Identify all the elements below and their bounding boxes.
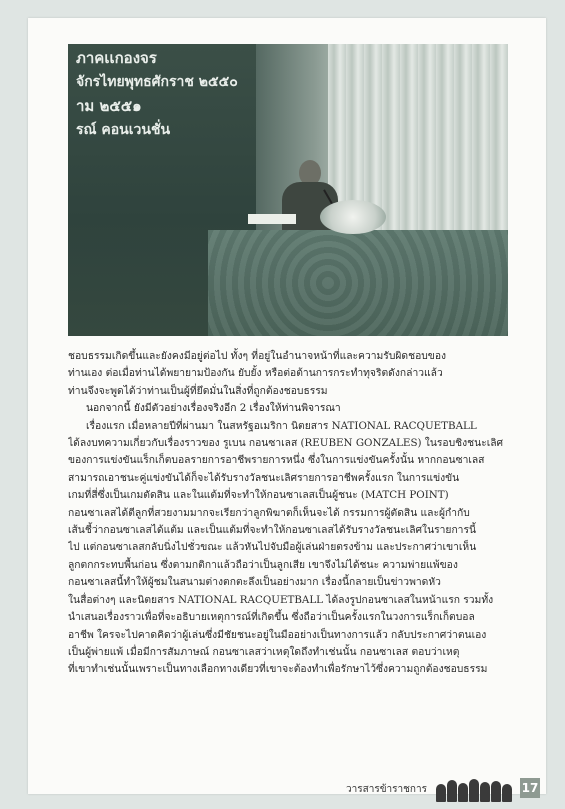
text-line: ที่เขาทำเช่นนั้นเพราะเป็นทางเลือกทางเดียวที่เขาจะต้องทำเพื่อรักษาไว้ซึ่งความถูกต้องชอบธรรม <box>68 663 488 676</box>
event-photo <box>68 44 508 336</box>
page-number: 17 <box>520 778 540 798</box>
banner-line: จักรไทยพุทธศักราช ๒๕๕๐ <box>76 74 238 90</box>
text-line: เรื่องแรก เมื่อหลายปีที่ผ่านมา ในสหรัฐอเมริกา นิตยสาร NATIONAL RACQUETBALL <box>86 419 477 432</box>
text-line: ท่านจึงจะพูดได้ว่าท่านเป็นผู้ที่ยึดมั่นในสิ่งที่ถูกต้องชอบธรรม <box>68 384 328 397</box>
text-line: ท่านเอง ต่อเมื่อท่านได้พยายามป้องกัน ยับยั้ง หรือต่อต้านการกระทำทุจริตดังกล่าวแล้ว <box>68 367 443 380</box>
magazine-page <box>28 18 546 794</box>
text-line: นำเสนอเรื่องราวเพื่อที่จะอธิบายเหตุการณ์ที่เกิดขึ้น ซึ่งถือว่าเป็นครั้งแรกในวงการแร็กเก็ตบอล <box>68 611 475 624</box>
banner-line: าม ๒๕๕๑ <box>76 97 142 115</box>
text-line: เส้นชี้ว่ากอนซาเลสได้แต้ม และเป็นแต้มที่จะทำให้กอนซาเลสได้รับรางวัลชนะเลิศในรายการนี้ <box>68 524 477 537</box>
paragraph-2 <box>68 418 508 679</box>
subheading <box>68 400 508 417</box>
banner-text <box>68 44 238 142</box>
text-line: ของการแข่งขันแร็กเก็ตบอลรายการอาชีพรายการหนึ่ง ซึ่งในการแข่งขันครั้งนั้น หากกอนซาเลส <box>68 454 485 467</box>
text-line: สามารถเอาชนะคู่แข่งขันได้ก็จะได้รับรางวัลชนะเลิศรายการอาชีพครั้งแรก ในการแข่งขัน <box>68 471 460 484</box>
paragraph-1 <box>68 348 508 400</box>
text-line: ลูกตกกระทบพื้นก่อน ซึ่งตามกติกาแล้วถือว่าเป็นลูกเสีย เขาจึงไม่ได้ชนะ ความพ่ายแพ้ของ <box>68 558 458 571</box>
text-line: กอนซาเลสได้ตีลูกที่สวยงามมากจะเรียกว่าลูกพิฆาตก็เห็นจะได้ กรรมการผู้ตัดสิน และผู้กำกับ <box>68 506 470 519</box>
nameplate <box>248 214 296 224</box>
text-line: เป็นผู้พ่ายแพ้ เมื่อมีการสัมภาษณ์ กอนซาเลสว่าเหตุใดถึงทำเช่นนั้น กอนซาเลส ตอบว่าเหตุ <box>68 645 460 658</box>
people-silhouettes-icon <box>436 776 516 802</box>
podium-cloth <box>208 230 508 336</box>
text-line: เกมที่สี่ซึ่งเป็นเกมตัดสิน และในแต้มที่จะทำให้กอนซาเลสเป็นผู้ชนะ (MATCH POINT) <box>68 489 449 502</box>
text-line: ชอบธรรมเกิดขึ้นและยังคงมีอยู่ต่อไป ทั้งๆ ที่อยู่ในอำนาจหน้าที่และความรับผิดชอบของ <box>68 350 447 362</box>
text-line: ได้ลงบทความเกี่ยวกับเรื่องราวของ รูเบน กอนซาเลส (REUBEN GONZALES) ในรอบชิงชนะเลิศ <box>68 437 504 450</box>
text-line: ไป แต่กอนซาเลสกลับนิ่งไปชั่วขณะ แล้วหันไปจับมือผู้เล่นฝ่ายตรงข้าม และประกาศว่าเขาเห็น <box>68 541 477 554</box>
flower-arrangement <box>320 200 386 234</box>
journal-name: วารสารข้าราชการ <box>346 784 427 795</box>
text-line: ในสื่อต่างๆ และนิตยสาร NATIONAL RACQUETBALL ได้ลงรูปกอนซาเลสในหน้าแรก รวมทั้ง <box>68 593 494 606</box>
page-footer <box>346 776 546 802</box>
banner-line: รณ์ คอนเวนชั่น <box>76 122 171 138</box>
text-line: อาชีพ ใครจะไปคาดคิดว่าผู้เล่นซึ่งมีชัยชนะอยู่ในมืออย่างเป็นทางการแล้ว กลับประกาศว่าตนเอง <box>68 628 487 641</box>
text-line: กอนซาเลสนี้ทำให้ผู้ชมในสนามต่างตกตะลึงเป็นอย่างมาก เรื่องนี้กลายเป็นข่าวพาดหัว <box>68 576 441 589</box>
subheading-text: นอกจากนี้ ยังมีตัวอย่างเรื่องจริงอีก 2 เรื่องให้ท่านพิจารณา <box>86 402 341 415</box>
banner-line: ภาคเเกองจร <box>76 49 157 67</box>
article-body <box>68 348 508 679</box>
